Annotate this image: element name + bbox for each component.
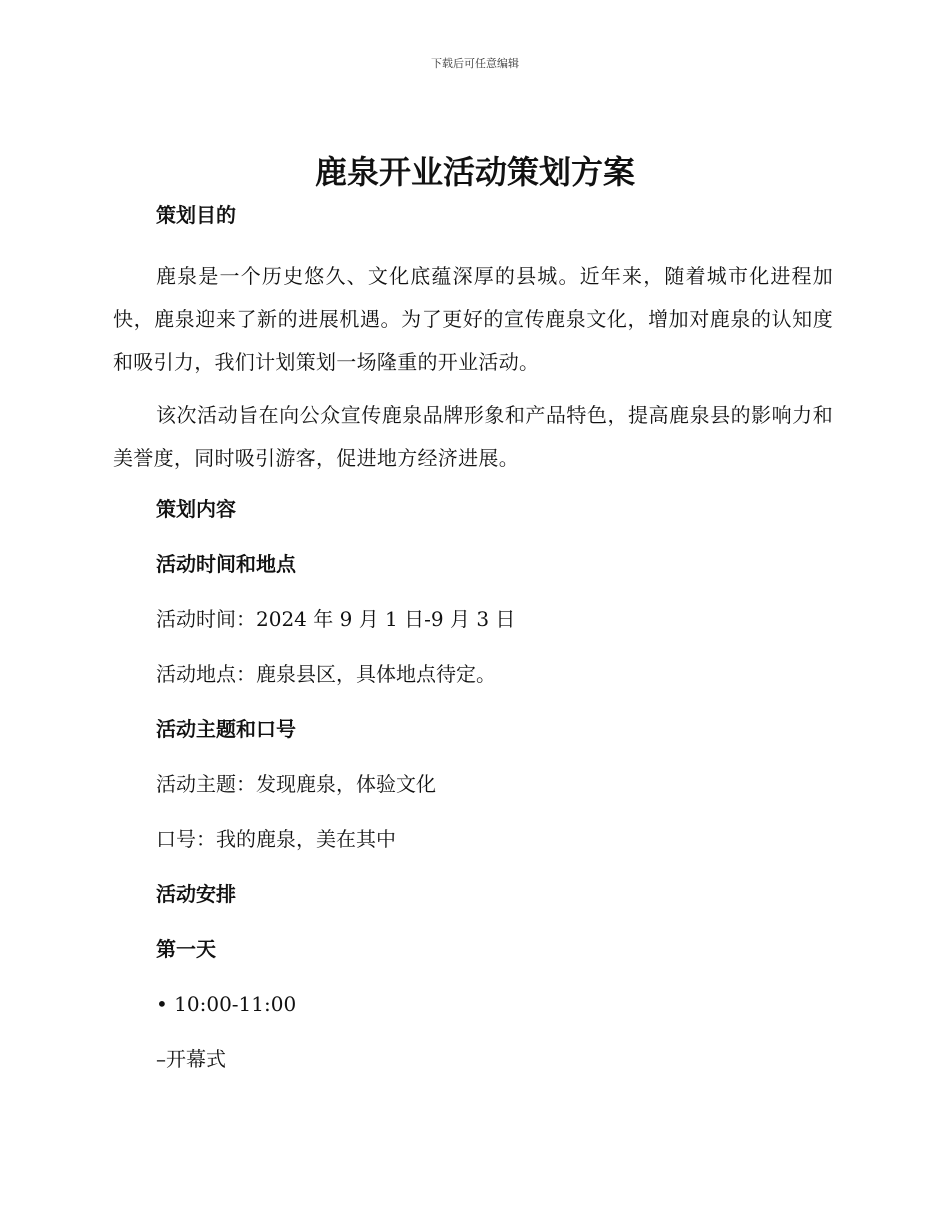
subheading-time-place: 活动时间和地点	[156, 552, 296, 576]
paragraph-purpose-1: 鹿泉是一个历史悠久、文化底蕴深厚的县城。近年来，随着城市化进程加快，鹿泉迎来了新的进展机遇。为了更好的宣传鹿泉文化，增加对鹿泉的认知度和吸引力，我们计划策划一场隆重的开业活动。	[113, 264, 833, 374]
day-one-time-bullet: • 10:00-11:00	[156, 992, 297, 1016]
subheading-day-one: 第一天	[156, 937, 216, 961]
document-title: 鹿泉开业活动策划方案	[314, 153, 635, 191]
paragraph-purpose-2: 该次活动旨在向公众宣传鹿泉品牌形象和产品特色，提高鹿泉县的影响力和美誉度，同时吸引游客，促进地方经济进展。	[113, 403, 833, 470]
activity-place-line: 活动地点：鹿泉县区，具体地点待定。	[156, 662, 496, 686]
page-header-note: 下载后可任意编辑	[431, 57, 519, 70]
activity-theme-line: 活动主题：发现鹿泉，体验文化	[156, 772, 436, 796]
subheading-schedule: 活动安排	[156, 882, 236, 906]
day-one-item-opening: –开幕式	[156, 1047, 226, 1071]
section-heading-content: 策划内容	[156, 497, 236, 521]
subheading-theme-slogan: 活动主题和口号	[156, 717, 296, 741]
document-body	[113, 200, 833, 1099]
section-heading-purpose: 策划目的	[156, 203, 236, 227]
slogan-line: 口号：我的鹿泉，美在其中	[156, 827, 396, 851]
activity-time-line: 活动时间：2024 年 9 月 1 日-9 月 3 日	[156, 607, 516, 631]
